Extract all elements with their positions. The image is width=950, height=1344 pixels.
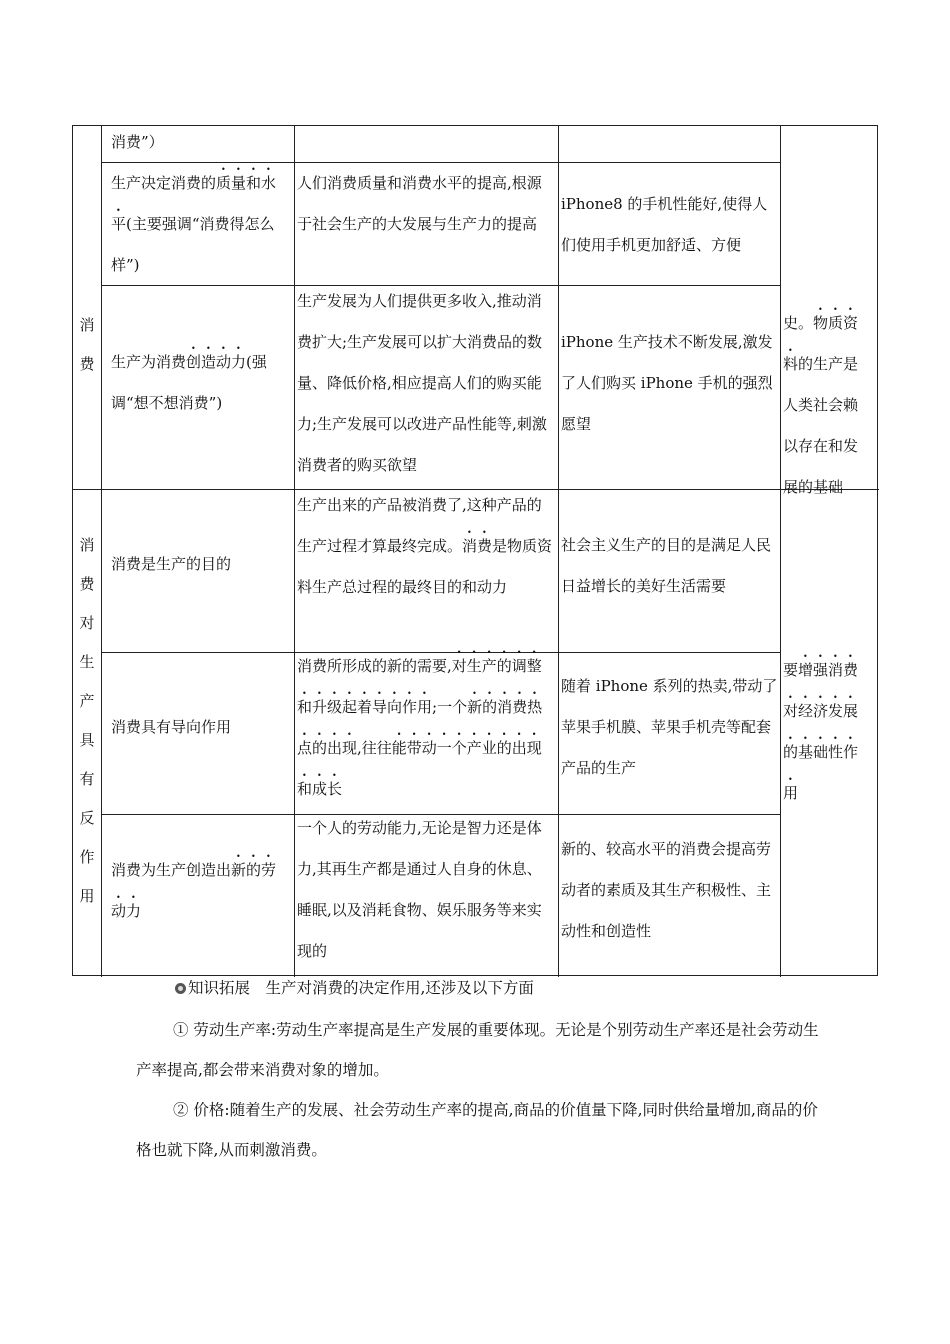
table-cell: 随着 iPhone 系列的热卖,带动了苹果手机膜、苹果手机壳等配套产品的生产 bbox=[561, 677, 778, 777]
table-cell: iPhone8 的手机性能好,使得人们使用手机更加舒适、方便 bbox=[561, 195, 768, 254]
side-note-2: 要增强消费对经济发展的基础性作用 bbox=[783, 661, 859, 802]
extension-paragraph-1: ① 劳动生产率:劳动生产率提高是生产发展的重要体现。无论是个别劳动生产率还是社会劳动生产率提高,都会带来消费对象的增加。 bbox=[136, 1021, 819, 1079]
group-label-reaction: 消 费 对 生 产 具 有 反 作 用 bbox=[79, 536, 95, 905]
table-row: 生产为消费创造动力(强调“想不想消费”) bbox=[111, 353, 267, 412]
table-row: 消费”） bbox=[111, 133, 164, 151]
knowledge-extension-icon bbox=[175, 983, 186, 994]
table-row: 生产决定消费的质量和水平(主要强调“消费得怎么样”) bbox=[111, 174, 277, 274]
table-row: 消费具有导向作用 bbox=[111, 718, 232, 736]
table-cell: 生产出来的产品被消费了,这种产品的生产过程才算最终完成。消费是物质资料生产总过程的最终目的和动力 bbox=[297, 496, 553, 596]
table-cell: 新的、较高水平的消费会提高劳动者的素质及其生产积极性、主动性和创造性 bbox=[561, 840, 772, 940]
table-row: 消费为生产创造出新的劳动力 bbox=[111, 861, 277, 920]
table-cell: 消费所形成的新的需要,对生产的调整和升级起着导向作用;一个新的消费热点的出现,往往能带动一个产业的出现和成长 bbox=[297, 657, 543, 798]
table-row: 消费是生产的目的 bbox=[111, 555, 232, 573]
table-cell: 一个人的劳动能力,无论是智力还是体力,其再生产都是通过人自身的休息、睡眠,以及消耗食物、娱乐服务等来实现的 bbox=[297, 819, 542, 960]
table-cell: 生产发展为人们提供更多收入,推动消费扩大;生产发展可以扩大消费品的数量、降低价格,相应提高人们的购买能力;生产发展可以改进产品性能等,刺激消费者的购买欲望 bbox=[297, 292, 547, 474]
extension-paragraph-2: ② 价格:随着生产的发展、社会劳动生产率的提高,商品的价值量下降,同时供给量增加,商品的价格也就下降,从而刺激消费。 bbox=[136, 1101, 818, 1159]
table-cell: 社会主义生产的目的是满足人民日益增长的美好生活需要 bbox=[561, 536, 772, 595]
extension-heading: 知识拓展 生产对消费的决定作用,还涉及以下方面 bbox=[175, 968, 875, 1008]
group-label-consumption: 消 费 bbox=[79, 316, 95, 373]
table-cell: 人们消费质量和消费水平的提高,根源于社会生产的大发展与生产力的提高 bbox=[297, 174, 542, 233]
side-note-1: 史。物质资料的生产是人类社会赖以存在和发展的基础 bbox=[783, 314, 859, 496]
knowledge-table bbox=[72, 125, 878, 976]
table-cell: iPhone 生产技术不断发展,激发了人们购买 iPhone 手机的强烈愿望 bbox=[561, 333, 773, 433]
